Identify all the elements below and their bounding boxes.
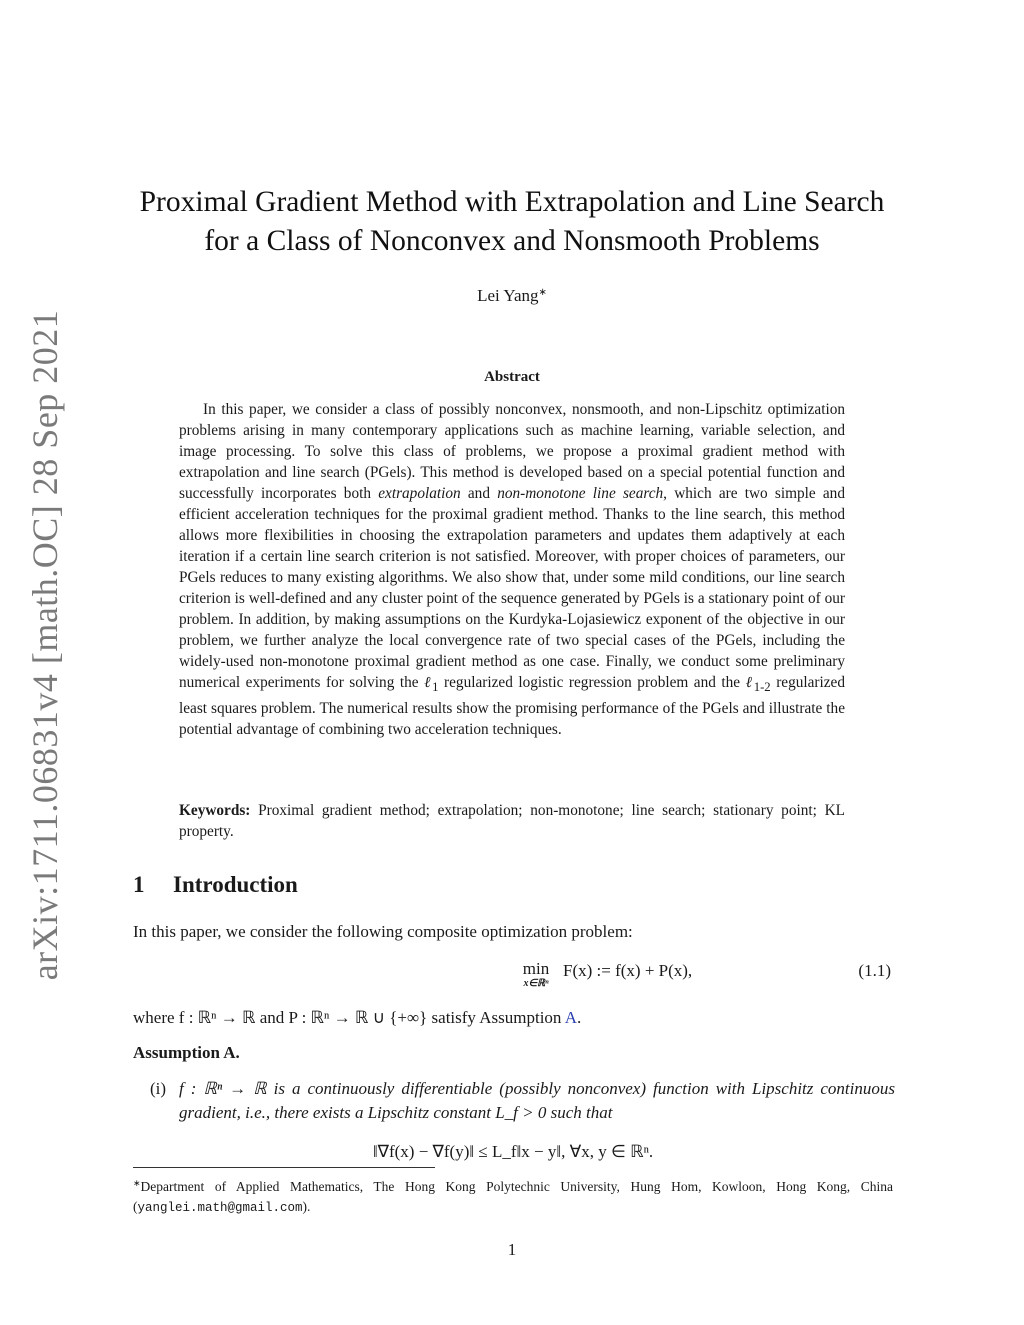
abstract-heading: Abstract: [484, 369, 540, 385]
assumption-item-i: [150, 1077, 895, 1125]
abstract-body: [179, 399, 845, 740]
assumption-heading: Assumption A.: [133, 1043, 240, 1062]
abstract-emphasis: extrapolation: [378, 485, 461, 502]
item-label: (i): [150, 1079, 167, 1098]
equation-number: (1.1): [858, 961, 891, 980]
keywords-text: Proximal gradient method; extrapolation; non-monotone; line search; stationary point; KL property.: [179, 802, 845, 840]
author-email-link[interactable]: yanglei.math@gmail.com: [137, 1201, 303, 1215]
arxiv-identifier-stamp: arXiv:1711.06831v4 [math.OC] 28 Sep 2021: [25, 309, 65, 981]
abstract-text: , which are two simple and efficient acceleration techniques for the proximal gradient method. Thanks to the line search, this method allows more flexibilities in choosing the extrapolation parameters and updates them adaptively at each iteration if a certain line search criterion is not satisfied. Moreover, with proper choices of parameters, our PGels reduces to many existing algorithms. We also show that, under some mild conditions, our line search criterion is well-defined and any cluster point of the sequence generated by PGels is a stationary point of our problem. In addition, by making assumptions on the Kurdyka-Lojasiewicz exponent of the objective in our problem, we further analyze the local convergence rate of two special cases of the PGels, including the widely-used non-monotone proximal gradient method as one case. Finally, we conduct some preliminary numerical experiments for solving the: [179, 485, 845, 691]
keywords: [179, 800, 845, 842]
equation-body: F(x) := f(x) + P(x),: [563, 961, 693, 980]
ell-symbol: ℓ: [745, 674, 754, 691]
footnote-close: ).: [302, 1199, 311, 1214]
min-subscript: x∈ℝⁿ: [523, 978, 549, 989]
footnote-text: Department of Applied Mathematics, The Hong Kong Polytechnic University, Hung Hom, Kowloon, Hong Kong, China (: [133, 1179, 893, 1214]
paper-title: [130, 183, 894, 261]
min-operator: [518, 960, 554, 990]
item-text: f : ℝⁿ → ℝ is a continuously differentiable (possibly nonconvex) function with Lipschitz continuous gradient, i.e., there exists a Lipschitz constant L_f > 0 such that: [179, 1079, 895, 1122]
assumption-link[interactable]: A: [564, 1008, 578, 1027]
ell-subscript: 1: [432, 680, 439, 695]
title-line-2: for a Class of Nonconvex and Nonsmooth Problems: [204, 225, 820, 257]
ell-symbol: ℓ: [424, 674, 433, 691]
title-line-1: Proximal Gradient Method with Extrapolation and Line Search: [139, 186, 885, 218]
section-number: 1: [133, 872, 145, 897]
author: [130, 286, 894, 306]
keywords-label: Keywords:: [179, 802, 251, 819]
ell-subscript: 1-2: [753, 680, 771, 695]
intro-sentence: In this paper, we consider the following composite optimization problem:: [133, 922, 633, 941]
abstract-emphasis: non-monotone line search: [497, 485, 664, 502]
where-line: [133, 1006, 893, 1030]
author-footnote-mark[interactable]: ∗: [538, 287, 547, 298]
footnote: [133, 1173, 893, 1218]
footnote-divider: [133, 1167, 435, 1168]
abstract-text: regularized least squares problem. The numerical results show the promising performance of the PGels and illustrate the potential advantage of combining two acceleration techniques.: [179, 674, 845, 739]
page-number: 1: [507, 1240, 517, 1259]
author-name: Lei Yang: [477, 286, 539, 305]
abstract-text: and: [460, 485, 498, 502]
abstract-text: regularized logistic regression problem and the: [438, 674, 746, 691]
footnote-mark: ∗: [133, 1178, 141, 1188]
equation-1-1: [133, 958, 893, 998]
lipschitz-equation: ‖∇f(x) − ∇f(y)‖ ≤ L_f‖x − y‖, ∀x, y ∈ ℝⁿ.: [372, 1142, 654, 1161]
where-text: where f : ℝⁿ → ℝ and P : ℝⁿ → ℝ ∪ {+∞} satisfy Assumption: [133, 1008, 565, 1027]
abstract-text: In this paper, we consider a class of possibly nonconvex, nonsmooth, and non-Lipschitz optimization problems arising in many contemporary applications such as machine learning, variable selection, and image processing. To solve this class of problems, we propose a proximal gradient method with extrapolation and line search (PGels). This method is developed based on a special potential function and successfully incorporates both: [179, 401, 845, 502]
section-heading: [133, 872, 298, 898]
min-text: min: [522, 959, 550, 978]
section-title-text: Introduction: [173, 872, 298, 897]
where-text-end: .: [577, 1008, 582, 1027]
